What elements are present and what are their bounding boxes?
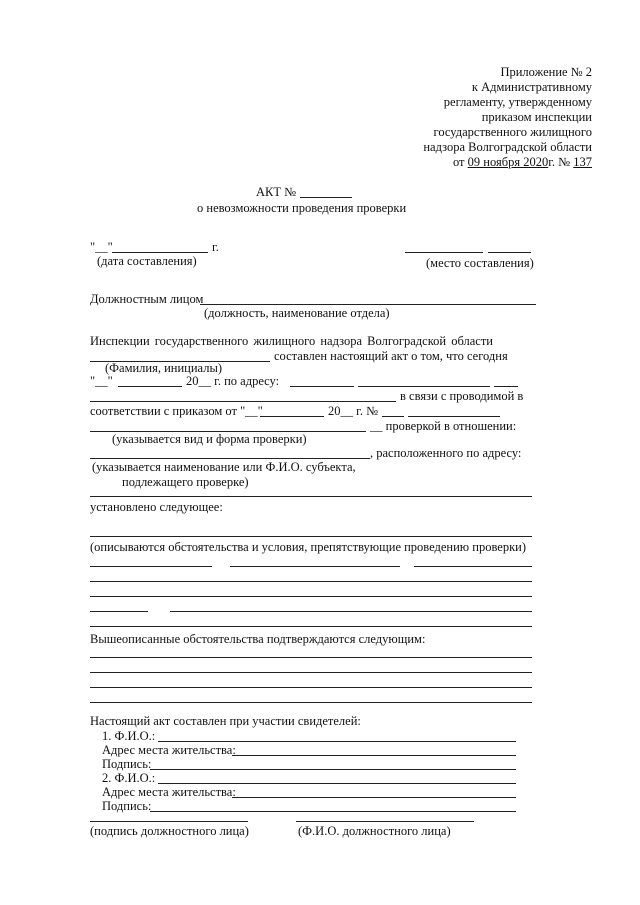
line5-blank-3 bbox=[408, 416, 500, 417]
official-sign-blank bbox=[90, 821, 248, 822]
official-blank bbox=[200, 304, 536, 305]
line3-blank-2 bbox=[290, 386, 354, 387]
appendix-line-3: регламенту, утвержденному bbox=[443, 95, 592, 109]
witness-1-sign-blank bbox=[150, 769, 516, 770]
appendix-line-6: надзора Волгоградской области bbox=[423, 140, 592, 154]
caption-circumstances: (описываются обстоятельства и условия, препятствующие проведению проверки) bbox=[90, 540, 527, 554]
line4-tail: в связи с проводимой в bbox=[400, 389, 524, 403]
line5-blank-2 bbox=[382, 416, 404, 417]
official-fio-blank bbox=[296, 821, 474, 822]
circ-line bbox=[90, 566, 212, 567]
line7-tail: , расположенного по адресу: bbox=[370, 446, 522, 460]
witness-1-sign: Подпись: bbox=[102, 757, 152, 771]
appendix-line-1: Приложение № 2 bbox=[500, 65, 592, 79]
body-line-2-tail: составлен настоящий акт о том, что сегодня bbox=[274, 349, 508, 363]
act-subtitle: о невозможности проведения проверки bbox=[197, 201, 407, 215]
line5-blank-1 bbox=[260, 416, 324, 417]
confirm-line bbox=[90, 702, 532, 703]
place-blank-1 bbox=[405, 252, 483, 253]
official-caption: (должность, наименование отдела) bbox=[204, 306, 390, 320]
line3-blank-1 bbox=[118, 386, 182, 387]
appendix-date-line bbox=[453, 155, 592, 170]
appendix-line-5: государственного жилищного bbox=[433, 125, 592, 139]
appendix-line-2: к Административному bbox=[471, 80, 592, 94]
appendix-number: 137 bbox=[573, 155, 592, 169]
witness-2-sign-blank bbox=[150, 811, 516, 812]
witness-2-address: Адрес места жительства: bbox=[102, 785, 236, 799]
line5-a: соответствии с приказом от "__" bbox=[90, 404, 263, 418]
official-fio-caption: (Ф.И.О. должностного лица) bbox=[298, 824, 451, 838]
appendix-line-4: приказом инспекции bbox=[481, 110, 592, 124]
caption-kind: (указывается вид и форма проверки) bbox=[112, 432, 307, 446]
place-blank-2 bbox=[488, 252, 531, 253]
witnesses-intro: Настоящий акт составлен при участии свидетелей: bbox=[90, 714, 361, 728]
appendix-date-suffix: г. № bbox=[548, 155, 574, 169]
act-number-blank bbox=[300, 197, 352, 198]
witness-1-fio: 1. Ф.И.О.: bbox=[102, 729, 156, 743]
line4-blank bbox=[90, 401, 396, 402]
line3-year: 20__ г. по адресу: bbox=[186, 374, 280, 388]
caption-subject-2: подлежащего проверке) bbox=[122, 475, 249, 489]
confirm-line bbox=[90, 687, 532, 688]
line3-blank-3 bbox=[358, 386, 490, 387]
confirmed-label: Вышеописанные обстоятельства подтверждаются следующим: bbox=[90, 632, 426, 646]
official-sign-caption: (подпись должностного лица) bbox=[90, 824, 249, 838]
circ-line bbox=[170, 611, 532, 612]
witness-1-address-blank bbox=[232, 755, 516, 756]
date-year-suffix: г. bbox=[212, 240, 219, 254]
subject-address-blank bbox=[90, 496, 532, 497]
circ-line bbox=[230, 566, 400, 567]
date-caption: (дата составления) bbox=[97, 254, 197, 268]
act-title: АКТ № bbox=[256, 185, 297, 199]
line6-tail: __ проверкой в отношении: bbox=[370, 419, 517, 433]
date-quotes: "__" bbox=[90, 240, 113, 254]
official-label: Должностным лицом bbox=[90, 292, 204, 306]
line3-quote: "__" bbox=[90, 374, 113, 388]
established-blank bbox=[90, 536, 532, 537]
witness-2-address-blank bbox=[232, 797, 516, 798]
confirm-line bbox=[90, 657, 532, 658]
line5-b: 20__ г. № bbox=[328, 404, 379, 418]
circ-line bbox=[90, 581, 532, 582]
circ-line bbox=[90, 626, 532, 627]
established-label: установлено следующее: bbox=[90, 500, 223, 514]
appendix-date-prefix: от bbox=[452, 155, 468, 169]
line3-blank-4 bbox=[494, 386, 518, 387]
caption-subject-1: (указывается наименование или Ф.И.О. субъекта, bbox=[92, 460, 356, 474]
witness-2-fio-blank bbox=[158, 783, 516, 784]
witness-2-fio: 2. Ф.И.О.: bbox=[102, 771, 156, 785]
witness-2-sign: Подпись: bbox=[102, 799, 152, 813]
place-caption: (место составления) bbox=[426, 256, 534, 270]
circ-line bbox=[414, 566, 532, 567]
line7-blank bbox=[90, 458, 370, 459]
circ-line bbox=[90, 611, 148, 612]
date-blank bbox=[112, 252, 208, 253]
caption-fio: (Фамилия, инициалы) bbox=[105, 361, 223, 375]
circ-line bbox=[90, 596, 532, 597]
appendix-date: 09 ноября 2020 bbox=[467, 155, 549, 169]
confirm-line bbox=[90, 672, 532, 673]
witness-1-fio-blank bbox=[158, 741, 516, 742]
witness-1-address: Адрес места жительства: bbox=[102, 743, 236, 757]
body-line-1: Инспекции государственного жилищного надзора Волгоградской области bbox=[90, 334, 493, 348]
